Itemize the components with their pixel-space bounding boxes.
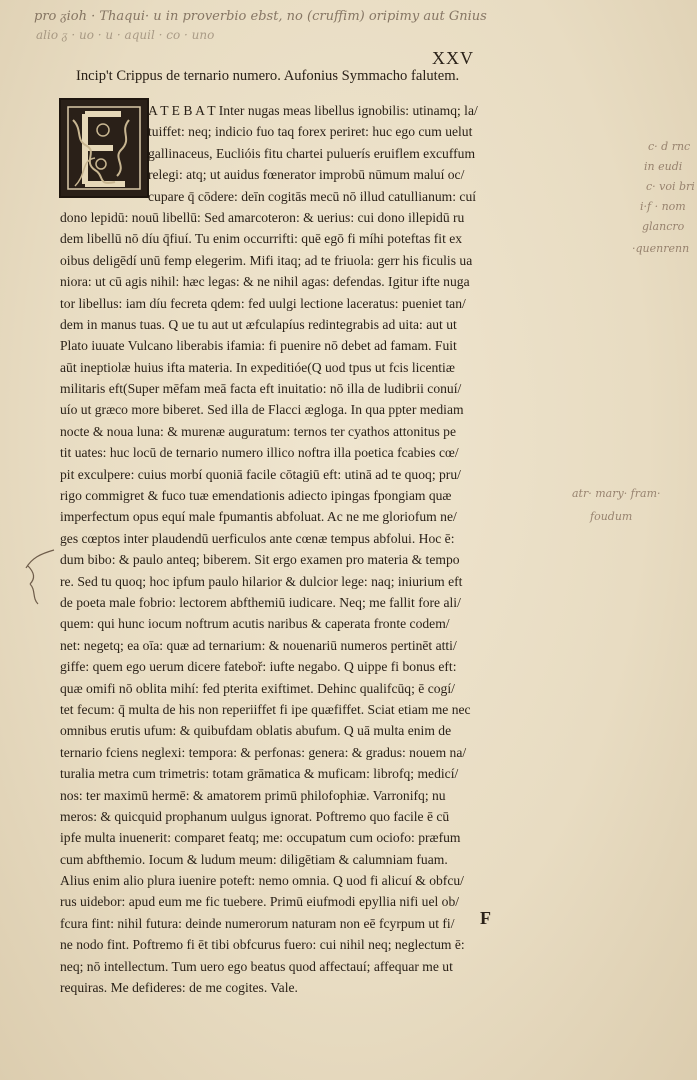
text-line: Plato iuuate Vulcano liberabis ifamia: fi puenire nō debet ad famam. Fuit: [60, 338, 457, 354]
text-line: turalia metra cum trimetris: totam grāmatica & muficam: librofq; medicí/: [60, 766, 459, 782]
body-text: [60, 100, 612, 998]
text-line: ne nodo fint. Poftremo fi ēt tibi obfcurus fuero: cui nihil neq; neglectum ē:: [60, 937, 465, 953]
text-line: fcura fint: nihil futura: deinde numerorum naturam non eē fcyrpum ut fi/: [60, 915, 455, 931]
text-line: niora: ut cū agis nihil: hæc legas: & ne nihil agas: defendas. Igitur ifte nuga: [60, 274, 470, 290]
text-line: giffe: quem ego uerum dicere fateboř: iufte negabo. Q uippe fi bonus eft:: [60, 659, 457, 675]
text-line: tet fecum: q̄ multa de his non reperiiffet fi ipe quæfiffet. Sciat etiam me nec: [60, 701, 471, 717]
text-line: A T E B A T Inter nugas meas libellus ignobilis: utinamq; la/: [148, 103, 478, 118]
text-line: rus uidebor: apud eum me fic tuebere. Primū eiufmodi epyllia nifi uel ob/: [60, 894, 460, 910]
text-line: dem libellū nō díu q̄fiuí. Tu enim occurrifti: quē egō fi míhi poteftas fit ex: [60, 231, 463, 247]
text-line: requiras. Me defideres: de me cogites. Vale.: [60, 980, 298, 996]
text-line: dum bibo: & paulo anteq; biberem. Sit ergo examen pro materia & tempo: [60, 552, 460, 568]
page-number: XXV: [432, 48, 474, 68]
text-line: ges cœptos inter plaudendū uerficulos ante cœnæ tempus abfolui. Hoc ē:: [60, 530, 455, 546]
text-line: omnibus erutis ufum: & quibufdam oblatis abufum. Q uā multa enim de: [60, 723, 452, 739]
text-line: dono lepidū: nouū libellū: Sed amarcoteron: & uerius: cui dono illepidū ru: [60, 209, 465, 225]
text-line: dem in manus tuas. Q ue tu aut ut æfculapíus redintegrabis ad uita: aut ut: [60, 316, 457, 332]
text-line: neq; nō intellectum. Tum uero ego beatus quod affectauí; affequar me ut: [60, 958, 453, 974]
text-line: pit exculpere: cuius morbí quoniā facile cōtagiū eft: utinā ad te quoq; pru/: [60, 466, 461, 482]
margin-note: c· voi bri: [646, 180, 695, 193]
text-line: nocte & noua luna: & murenæ auguratum: ternos ter cyathos attonitus pe: [60, 423, 457, 439]
text-line: de poeta male fobrio: lectorem abfthemiū iudicare. Neq; me fallit fore ali/: [60, 594, 461, 610]
text-line: quæ omifi nō oblita mihí: fed pterita exiftimet. Dehinc qualifcūq; ē cogí/: [60, 680, 455, 696]
text-line: relegi: atq; ut auidus fœnerator improbū nūmum maluí oc/: [148, 167, 465, 183]
margin-note: ·quenrenn: [632, 242, 690, 255]
text-line: gallinaceus, Euclióis fitu chartei puluerís eruiflem excuffum: [148, 145, 476, 161]
handwritten-top-note: pro ᵹioh · Thaqui· u in proverbio ebst, no (cruffim) oripimy aut Gnius: [34, 9, 487, 24]
margin-note: glancro: [642, 220, 685, 233]
text-line: tor libellus: iam díu fecreta qdem: fed uulgi lectione laceratus: pueniet tan/: [60, 295, 466, 311]
margin-note: atr· mary· fram·: [572, 487, 661, 500]
text-line: cum abfthemio. Iocum & ludum meum: diligētiam & calumniam fuam.: [60, 851, 448, 867]
margin-note: c· d rnc: [648, 140, 691, 153]
margin-note: in eudi: [644, 160, 683, 173]
text-line: oibus deligēdí unū femp elegerim. Mifi itaq; ad te friuola: gerr his ficulis ua: [60, 252, 473, 268]
text-line: tit uates: huc locū de ternario numero illico noftra illa poetica fcabies cœ/: [60, 445, 459, 461]
handwritten-top-note-faded: alio ᵹ · uo · u · aquil · co · uno: [36, 28, 215, 42]
margin-bracket-icon: [18, 548, 58, 608]
text-line: net: negetq; ea oīa: quæ ad ternarium: & nouenariū numeros pertinēt atti/: [60, 637, 457, 653]
chapter-heading: Incip't Crippus de ternario numero. Aufonius Symmacho falutem.: [76, 68, 460, 84]
text-line: aūt ineptiolæ huius ifta materia. In expeditióe(Q uod tpus ut fcis licentiæ: [60, 359, 455, 375]
signature-mark: F: [480, 908, 491, 928]
text-line: militaris eft(Super mēfam meā facta eft inuitatio: nō illa de ludibrii conuí/: [60, 381, 462, 397]
text-line: re. Sed tu quoq; hoc ipfum paulo hilarior & dulcior lege: naq; iniurium eft: [60, 573, 463, 589]
text-line: Alius enim alio plura iuenire poteft: nemo omnia. Q uod fi alicuí & obfcu/: [60, 873, 464, 889]
text-line: tuiffet: neq; indicio fuo taq forex periret: huc ego cum uelut: [148, 124, 473, 140]
text-line: ternario fciens neglexi: tempora: & perfonas: genera: & gradus: nouem na/: [60, 744, 467, 760]
text-line: rigo commigret & fuco tuæ emendationis adiecto ipingas fpongiam quæ: [60, 488, 452, 504]
text-line: cupare q̄ cōdere: deīn cogitās mecū nō illud catullianum: cuí: [148, 188, 477, 204]
text-line: quem: qui hunc iocum noftrum acutis naribus & caperata fronte codem/: [60, 616, 450, 632]
text-line: uío ut græco more biberet. Sed illa de Flacci ægloga. In qua ppter mediam: [60, 402, 464, 418]
margin-note: foudum: [590, 510, 633, 523]
text-line: meros: & quicquid prophanum uulgus ignorat. Poftremo quo facile ē cū: [60, 808, 450, 824]
margin-note: i·f · nom: [640, 200, 686, 213]
text-line: nos: ter maximū hermē: & amatorem primū philofophiæ. Varronifq; nu: [60, 787, 446, 803]
text-line: imperfectum opus equí male fpumantis abfoluat. Ac ne me gloriofum ne/: [60, 509, 457, 525]
text-line: ipfe multa inuenerit: comparet featq; me: occupatum cum ociofo: præfum: [60, 830, 461, 846]
